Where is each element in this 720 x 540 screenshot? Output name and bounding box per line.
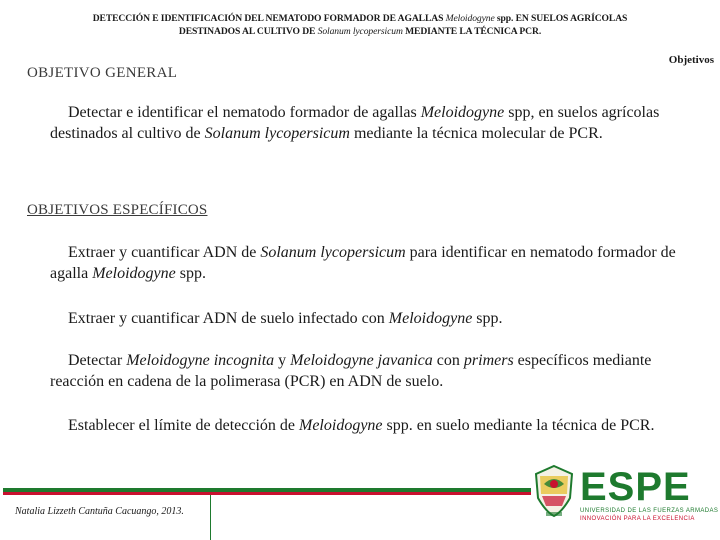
specific-objective-3: Detectar Meloidogyne incognita y Meloidogyne javanica con primers específicos mediante reacción en cadena de la polimerasa (PCR) en ADN de suelo. (50, 352, 652, 390)
specific-objective-2: Extraer y cuantificar ADN de suelo infectado con Meloidogyne spp. (68, 310, 503, 327)
author-box (3, 495, 211, 540)
header-line-2: DESTINADOS AL CULTIVO DE Solanum lycopersicum MEDIANTE LA TÉCNICA PCR. (178, 26, 542, 37)
general-objective-heading: OBJETIVO GENERAL (27, 65, 178, 81)
author-credit: Natalia Lizzeth Cantuña Cacuango, 2013. (15, 506, 184, 517)
header-line-1: DETECCIÓN E IDENTIFICACIÓN DEL NEMATODO FORMADOR DE AGALLAS Meloidogyne spp. EN SUELOS AGRÍCOLAS (92, 13, 628, 24)
specific-objective-1: Extraer y cuantificar ADN de Solanum lycopersicum para identificar en nematodo formador de agalla Meloidogyne spp. (50, 244, 676, 282)
espe-logo-text: ESPE (580, 465, 691, 509)
specific-objectives-heading: OBJETIVOS ESPECÍFICOS (27, 202, 208, 218)
section-badge: Objetivos (668, 54, 714, 66)
espe-logo-tagline: INNOVACIÓN PARA LA EXCELENCIA (580, 516, 695, 522)
general-objective-text: Detectar e identificar el nematodo formador de agallas Meloidogyne spp, en suelos agrícolas destinados al cultivo de Solanum lycopersicum mediante la técnica molecular de PCR. (50, 104, 660, 142)
espe-logo-subtitle: UNIVERSIDAD DE LAS FUERZAS ARMADAS (580, 508, 719, 514)
specific-objective-4: Establecer el límite de detección de Meloidogyne spp. en suelo mediante la técnica de PCR. (68, 417, 655, 434)
university-crest-icon (532, 462, 576, 522)
slide-header (0, 12, 720, 38)
